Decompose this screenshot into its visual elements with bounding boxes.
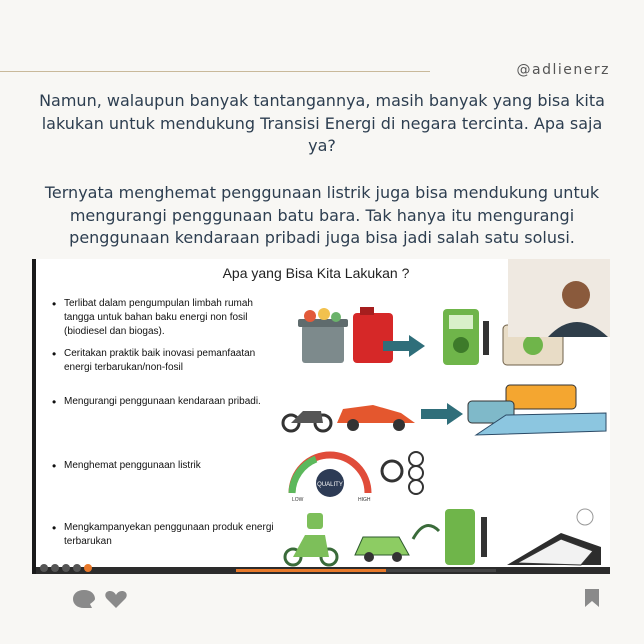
account-handle[interactable]: @adlienerz xyxy=(516,62,610,78)
slide-controls[interactable] xyxy=(40,564,92,574)
bullet-item: • Menghemat penggunaan listrik xyxy=(52,459,201,473)
control-next-icon[interactable] xyxy=(84,564,92,572)
bullet-item: • Mengkampanyekan penggunaan produk energi terbarukan xyxy=(52,521,274,547)
bullet-dot-icon: • xyxy=(52,297,57,311)
gauge-high-label: HIGH xyxy=(358,497,371,501)
presenter-webcam xyxy=(508,259,610,337)
bookmark-icon[interactable] xyxy=(584,588,600,608)
post-paragraph-2: Ternyata menghemat penggunaan listrik juga bisa mendukung untuk mengurangi penggunaan batu bara. Tak hanya itu mengurangi penggunaan kendaraan pribadi juga bisa jadi salah satu solusi. xyxy=(44,183,600,247)
private-vehicles-icon xyxy=(281,399,421,433)
slide-progress-bar xyxy=(236,569,496,572)
arrow-right-icon xyxy=(421,403,463,425)
bullet-dot-icon: • xyxy=(52,459,57,473)
control-zoom-icon[interactable] xyxy=(73,564,81,572)
renewable-products-icon xyxy=(281,507,610,569)
comment-icon[interactable] xyxy=(72,588,96,610)
presenter-avatar xyxy=(508,259,610,337)
bullet-item: • Ceritakan praktik baik inovasi pemanfaatan energi terbarukan/non-fosil xyxy=(52,347,256,373)
public-transport-icon xyxy=(466,383,608,443)
heart-icon[interactable] xyxy=(104,588,128,610)
post-paragraph-1: Namun, walaupun banyak tantangannya, masih banyak yang bisa kita lakukan untuk mendukung Transisi Energi di negara tercinta. Apa saja ya? xyxy=(39,91,605,155)
quality-gauge-icon xyxy=(286,445,376,501)
bullet-dot-icon: • xyxy=(52,347,57,361)
bullet-item: • Terlibat dalam pengumpulan limbah rumah tangga untuk bahan baku energi non fosil (biodiesel dan biogas). xyxy=(52,297,253,337)
gear-money-icon xyxy=(378,449,428,495)
bullet-dot-icon: • xyxy=(52,395,57,409)
presentation-slide[interactable] xyxy=(32,259,610,574)
bullet-dot-icon: • xyxy=(52,521,57,535)
gauge-label: QUALITY xyxy=(317,482,343,488)
header-divider xyxy=(0,71,430,72)
bullet-item: • Mengurangi penggunaan kendaraan pribadi. xyxy=(52,395,261,409)
control-prev-icon[interactable] xyxy=(40,564,48,572)
arrow-right-icon xyxy=(383,335,425,357)
control-pen-icon[interactable] xyxy=(51,564,59,572)
gauge-low-label: LOW xyxy=(292,497,304,501)
slide-title: Apa yang Bisa Kita Lakukan ? xyxy=(222,265,410,281)
control-menu-icon[interactable] xyxy=(62,564,70,572)
